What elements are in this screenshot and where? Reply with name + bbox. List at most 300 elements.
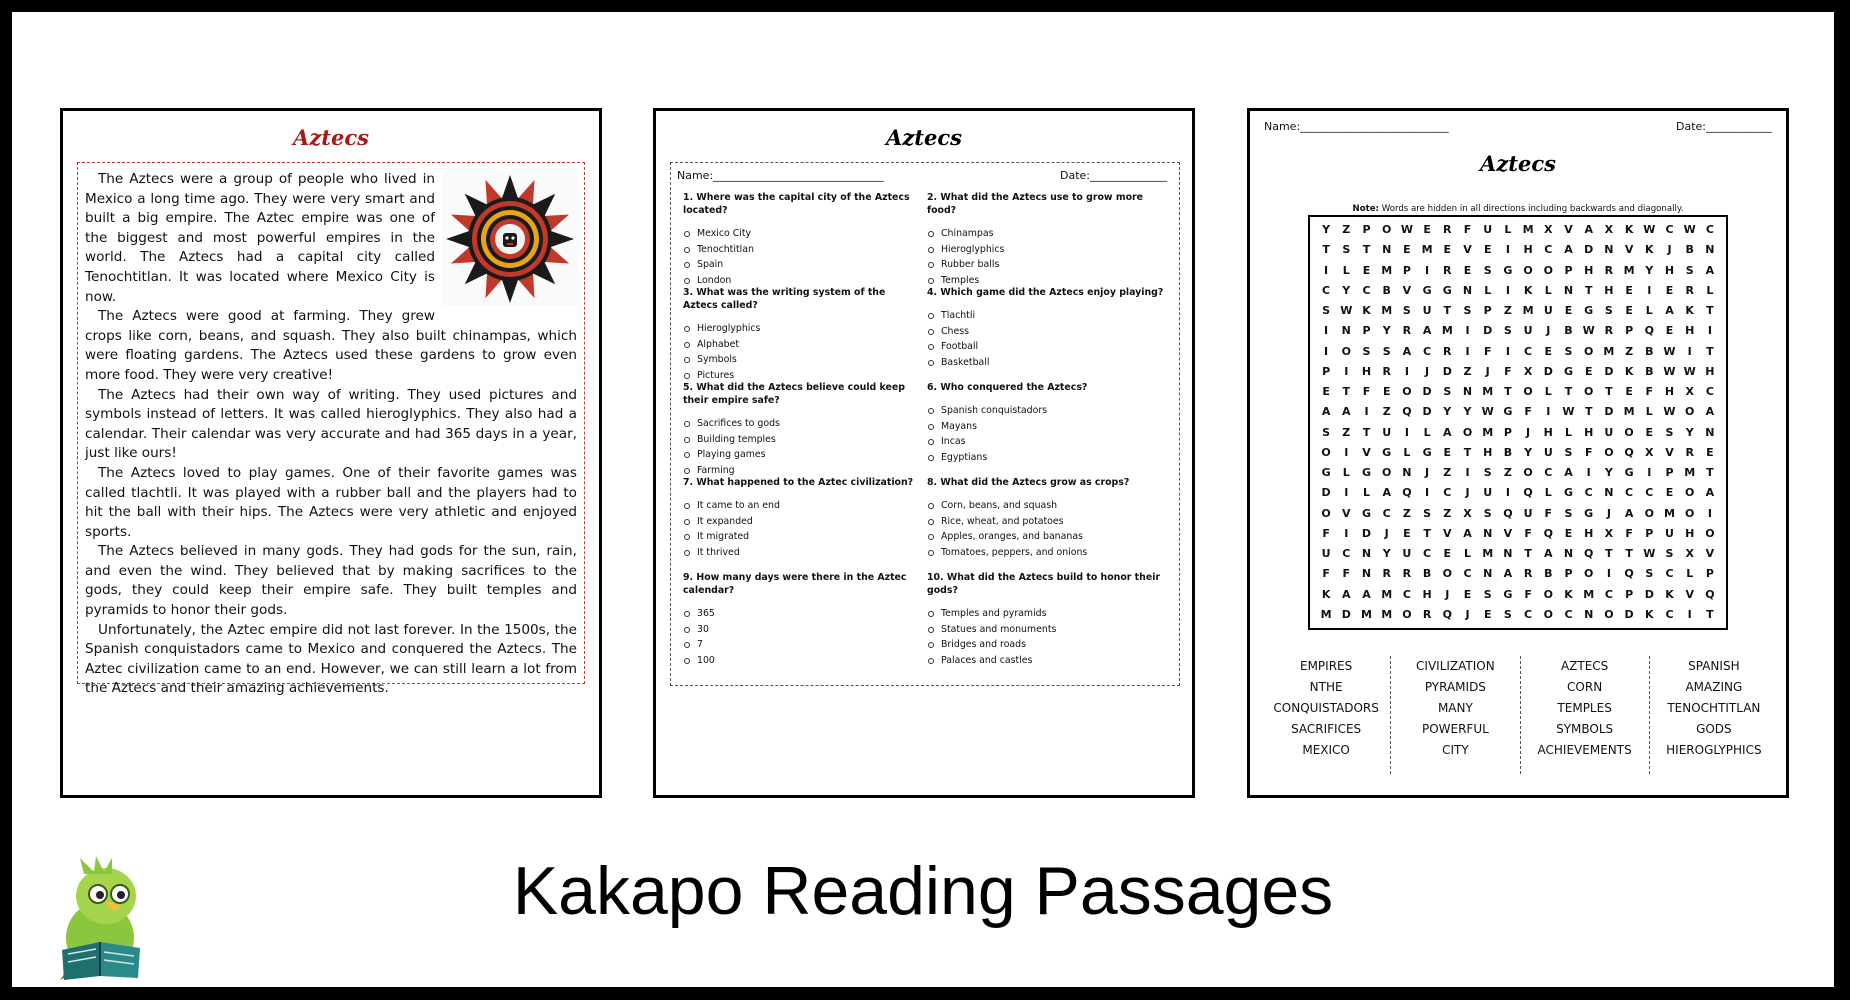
grid-letter[interactable]: O <box>1584 385 1594 398</box>
grid-letter[interactable]: W <box>1663 364 1676 378</box>
grid-letter[interactable]: D <box>1584 243 1594 257</box>
grid-letter[interactable]: A <box>1463 526 1472 540</box>
grid-letter[interactable]: U <box>1483 486 1493 500</box>
answer-option[interactable]: Basketball <box>927 355 1167 371</box>
grid-letter[interactable]: D <box>1422 385 1432 398</box>
grid-letter[interactable]: O <box>1523 466 1533 479</box>
answer-option[interactable]: Chinampas <box>927 226 1167 242</box>
grid-letter[interactable]: H <box>1422 587 1432 601</box>
grid-letter[interactable]: N <box>1402 466 1412 479</box>
grid-letter[interactable]: B <box>1503 445 1513 459</box>
answer-option[interactable]: Rice, wheat, and potatoes <box>927 514 1167 530</box>
grid-letter[interactable]: K <box>1564 587 1573 601</box>
answer-option[interactable]: Pictures <box>683 368 923 384</box>
grid-letter[interactable]: Q <box>1543 526 1553 540</box>
grid-letter[interactable]: N <box>1563 547 1574 560</box>
grid-letter[interactable]: Y <box>1342 283 1351 297</box>
answer-option[interactable]: It thrived <box>683 545 923 561</box>
grid-letter[interactable]: W <box>1683 364 1696 378</box>
grid-letter[interactable]: A <box>1443 425 1452 439</box>
answer-option[interactable]: Temples and pyramids <box>927 606 1167 622</box>
grid-letter[interactable]: M <box>1482 385 1494 398</box>
grid-letter[interactable]: C <box>1544 243 1553 257</box>
grid-letter[interactable]: T <box>1706 607 1714 621</box>
grid-letter[interactable]: R <box>1402 324 1412 338</box>
grid-letter[interactable]: H <box>1664 385 1675 398</box>
grid-letter[interactable]: G <box>1321 466 1331 479</box>
grid-letter[interactable]: U <box>1604 425 1614 439</box>
grid-letter[interactable]: D <box>1604 405 1614 419</box>
answer-option[interactable]: 30 <box>683 622 923 638</box>
grid-letter[interactable]: C <box>1382 506 1391 520</box>
grid-letter[interactable]: I <box>1465 466 1470 479</box>
grid-letter[interactable]: R <box>1685 445 1694 459</box>
answer-option[interactable]: It came to an end <box>683 498 923 514</box>
answer-option[interactable]: Rubber balls <box>927 257 1167 273</box>
answer-option[interactable]: Spain <box>683 257 923 273</box>
grid-letter[interactable]: J <box>1425 364 1430 378</box>
grid-letter[interactable]: E <box>1645 425 1654 439</box>
grid-letter[interactable]: E <box>1322 385 1330 398</box>
word-search-page[interactable] <box>1247 108 1789 798</box>
grid-letter[interactable]: W <box>1340 304 1353 317</box>
grid-letter[interactable]: E <box>1564 526 1573 540</box>
grid-letter[interactable]: F <box>1504 364 1512 378</box>
grid-letter[interactable]: T <box>1504 385 1512 398</box>
grid-letter[interactable]: L <box>1645 304 1653 317</box>
grid-letter[interactable]: S <box>1463 304 1472 317</box>
grid-letter[interactable]: L <box>1645 405 1653 419</box>
grid-letter[interactable]: O <box>1584 567 1594 581</box>
grid-letter[interactable]: O <box>1402 607 1412 621</box>
grid-letter[interactable]: H <box>1584 526 1594 540</box>
grid-letter[interactable]: D <box>1483 324 1493 338</box>
grid-letter[interactable]: P <box>1564 263 1573 277</box>
grid-letter[interactable]: A <box>1584 223 1593 236</box>
answer-option[interactable]: 365 <box>683 606 923 622</box>
grid-letter[interactable]: Z <box>1463 364 1472 378</box>
grid-letter[interactable]: O <box>1442 567 1452 581</box>
grid-letter[interactable]: L <box>1544 385 1552 398</box>
grid-letter[interactable]: X <box>1463 506 1472 520</box>
grid-letter[interactable]: F <box>1524 587 1532 601</box>
grid-letter[interactable]: I <box>1707 324 1712 338</box>
grid-letter[interactable]: H <box>1604 283 1614 297</box>
answer-option[interactable]: Tlachtli <box>927 308 1167 324</box>
grid-letter[interactable]: P <box>1625 587 1634 601</box>
grid-letter[interactable]: S <box>1665 425 1674 439</box>
grid-letter[interactable]: I <box>1324 344 1329 358</box>
grid-letter[interactable]: H <box>1584 263 1594 277</box>
grid-letter[interactable]: X <box>1645 445 1654 459</box>
grid-letter[interactable]: S <box>1483 466 1492 479</box>
grid-letter[interactable]: Q <box>1402 486 1412 500</box>
grid-letter[interactable]: W <box>1582 324 1595 338</box>
grid-letter[interactable]: I <box>1324 263 1329 277</box>
grid-letter[interactable]: M <box>1381 607 1393 621</box>
grid-letter[interactable]: A <box>1382 486 1391 500</box>
grid-letter[interactable]: R <box>1443 263 1452 277</box>
grid-letter[interactable]: C <box>1705 385 1714 398</box>
grid-letter[interactable]: T <box>1706 344 1714 358</box>
grid-letter[interactable]: A <box>1342 587 1351 601</box>
grid-letter[interactable]: W <box>1663 405 1676 419</box>
grid-letter[interactable]: E <box>1423 223 1431 236</box>
answer-option[interactable]: Hieroglyphics <box>683 321 923 337</box>
grid-letter[interactable]: A <box>1544 547 1553 560</box>
grid-letter[interactable]: Z <box>1402 506 1411 520</box>
grid-letter[interactable]: N <box>1584 607 1594 621</box>
grid-letter[interactable]: Q <box>1644 324 1654 338</box>
grid-letter[interactable]: E <box>1483 243 1492 257</box>
grid-letter[interactable]: Y <box>1604 466 1613 479</box>
grid-letter[interactable]: B <box>1685 243 1694 257</box>
grid-letter[interactable]: G <box>1503 405 1513 419</box>
grid-letter[interactable]: C <box>1625 486 1634 500</box>
grid-letter[interactable]: F <box>1483 344 1492 358</box>
answer-option[interactable]: Corn, beans, and squash <box>927 498 1167 514</box>
grid-letter[interactable]: O <box>1402 385 1412 398</box>
grid-letter[interactable]: T <box>1443 304 1452 317</box>
grid-letter[interactable]: F <box>1625 526 1633 540</box>
grid-letter[interactable]: W <box>1663 344 1676 358</box>
grid-letter[interactable]: U <box>1523 506 1533 520</box>
grid-letter[interactable]: I <box>1344 486 1349 500</box>
grid-letter[interactable]: E <box>1625 283 1633 297</box>
grid-letter[interactable]: T <box>1625 547 1633 560</box>
grid-letter[interactable]: T <box>1605 547 1613 560</box>
grid-letter[interactable]: I <box>1505 283 1510 297</box>
grid-letter[interactable]: D <box>1341 607 1351 621</box>
grid-letter[interactable]: L <box>1564 425 1572 439</box>
grid-letter[interactable]: I <box>1687 607 1692 621</box>
grid-letter[interactable]: Z <box>1503 304 1512 317</box>
grid-letter[interactable]: M <box>1361 607 1372 621</box>
grid-letter[interactable]: H <box>1543 425 1553 439</box>
grid-letter[interactable]: M <box>1381 587 1393 601</box>
grid-letter[interactable]: W <box>1683 223 1696 236</box>
grid-letter[interactable]: O <box>1321 445 1331 459</box>
grid-letter[interactable]: R <box>1422 607 1432 621</box>
grid-letter[interactable]: C <box>1544 466 1553 479</box>
grid-letter[interactable]: E <box>1443 547 1452 560</box>
grid-letter[interactable]: Q <box>1402 405 1412 419</box>
grid-letter[interactable]: O <box>1604 607 1614 621</box>
grid-letter[interactable]: N <box>1341 324 1351 338</box>
grid-letter[interactable]: G <box>1361 466 1371 479</box>
grid-letter[interactable]: C <box>1524 607 1533 621</box>
grid-letter[interactable]: N <box>1705 425 1715 439</box>
grid-letter[interactable]: T <box>1322 243 1330 257</box>
grid-letter[interactable]: S <box>1503 324 1512 338</box>
grid-letter[interactable]: G <box>1563 364 1573 378</box>
answer-option[interactable]: It expanded <box>683 514 923 530</box>
grid-letter[interactable]: H <box>1483 445 1493 459</box>
grid-letter[interactable]: L <box>1544 486 1552 500</box>
grid-letter[interactable]: N <box>1361 547 1372 560</box>
grid-letter[interactable]: T <box>1605 385 1613 398</box>
grid-letter[interactable]: I <box>1404 364 1409 378</box>
grid-letter[interactable]: Q <box>1624 567 1634 581</box>
grid-letter[interactable]: N <box>1705 243 1715 257</box>
grid-letter[interactable]: G <box>1422 283 1432 297</box>
grid-letter[interactable]: O <box>1685 486 1695 500</box>
grid-letter[interactable]: S <box>1564 344 1573 358</box>
grid-letter[interactable]: U <box>1483 223 1493 236</box>
grid-letter[interactable]: Z <box>1443 466 1452 479</box>
grid-letter[interactable]: L <box>1403 445 1411 459</box>
grid-letter[interactable]: E <box>1584 364 1593 378</box>
grid-letter[interactable]: C <box>1524 344 1533 358</box>
grid-letter[interactable]: D <box>1624 607 1634 621</box>
grid-letter[interactable]: O <box>1543 587 1553 601</box>
grid-letter[interactable]: P <box>1362 223 1371 236</box>
grid-letter[interactable]: K <box>1624 223 1634 236</box>
grid-letter[interactable]: A <box>1665 304 1674 317</box>
grid-letter[interactable]: A <box>1705 486 1715 500</box>
quiz-page[interactable] <box>653 108 1195 798</box>
grid-letter[interactable]: O <box>1644 506 1654 520</box>
grid-letter[interactable]: V <box>1402 283 1412 297</box>
grid-letter[interactable]: I <box>1647 466 1652 479</box>
grid-letter[interactable]: W <box>1562 405 1575 419</box>
grid-letter[interactable]: S <box>1564 506 1573 520</box>
grid-letter[interactable]: H <box>1664 263 1675 277</box>
grid-letter[interactable]: T <box>1706 466 1714 479</box>
grid-letter[interactable]: R <box>1443 344 1452 358</box>
grid-letter[interactable]: F <box>1584 445 1593 459</box>
grid-letter[interactable]: N <box>1483 526 1493 540</box>
answer-option[interactable]: Bridges and roads <box>927 637 1167 653</box>
grid-letter[interactable]: P <box>1645 526 1654 540</box>
grid-letter[interactable]: I <box>1465 344 1470 358</box>
grid-letter[interactable]: C <box>1322 283 1331 297</box>
grid-letter[interactable]: F <box>1524 526 1532 540</box>
grid-letter[interactable]: L <box>1342 263 1350 277</box>
grid-letter[interactable]: M <box>1381 304 1393 317</box>
grid-letter[interactable]: P <box>1503 425 1512 439</box>
grid-letter[interactable]: M <box>1664 506 1675 520</box>
grid-letter[interactable]: O <box>1321 506 1331 520</box>
answer-option[interactable]: 100 <box>683 653 923 669</box>
grid-letter[interactable]: T <box>1362 425 1371 439</box>
grid-letter[interactable]: A <box>1342 405 1351 419</box>
answer-option[interactable]: Playing games <box>683 447 923 463</box>
grid-letter[interactable]: A <box>1705 405 1715 419</box>
grid-letter[interactable]: W <box>1481 405 1494 419</box>
grid-letter[interactable]: E <box>1706 445 1714 459</box>
grid-letter[interactable]: M <box>1482 425 1494 439</box>
grid-letter[interactable]: D <box>1644 587 1654 601</box>
grid-letter[interactable]: I <box>1606 567 1611 581</box>
grid-letter[interactable]: B <box>1645 364 1654 378</box>
grid-letter[interactable]: Y <box>1443 405 1452 419</box>
answer-option[interactable]: Sacrifices to gods <box>683 416 923 432</box>
grid-letter[interactable]: M <box>1421 243 1433 257</box>
answer-option[interactable]: Statues and monuments <box>927 622 1167 638</box>
grid-letter[interactable]: V <box>1342 506 1351 520</box>
answer-option[interactable]: Football <box>927 339 1167 355</box>
grid-letter[interactable]: E <box>1544 344 1553 358</box>
grid-letter[interactable]: S <box>1564 445 1573 459</box>
grid-letter[interactable]: S <box>1322 425 1331 439</box>
grid-letter[interactable]: I <box>1586 466 1591 479</box>
grid-letter[interactable]: S <box>1362 344 1371 358</box>
grid-letter[interactable]: U <box>1402 547 1412 560</box>
grid-letter[interactable]: S <box>1342 243 1351 257</box>
grid-letter[interactable]: J <box>1606 506 1611 520</box>
grid-letter[interactable]: A <box>1362 587 1371 601</box>
grid-letter[interactable]: C <box>1665 223 1674 236</box>
grid-letter[interactable]: C <box>1463 567 1472 581</box>
grid-letter[interactable]: H <box>1523 243 1533 257</box>
grid-letter[interactable]: K <box>1321 587 1331 601</box>
answer-option[interactable]: Palaces and castles <box>927 653 1167 669</box>
grid-letter[interactable]: K <box>1665 587 1674 601</box>
grid-letter[interactable]: A <box>1321 405 1331 419</box>
grid-letter[interactable]: A <box>1402 344 1412 358</box>
grid-letter[interactable]: C <box>1362 283 1371 297</box>
grid-letter[interactable]: S <box>1483 587 1492 601</box>
answer-option[interactable]: 7 <box>683 637 923 653</box>
grid-letter[interactable]: O <box>1462 425 1473 439</box>
grid-letter[interactable]: X <box>1604 526 1614 540</box>
grid-letter[interactable]: D <box>1422 405 1432 419</box>
grid-letter[interactable]: Y <box>1322 223 1331 236</box>
grid-letter[interactable]: C <box>1584 486 1593 500</box>
grid-letter[interactable]: G <box>1422 445 1432 459</box>
grid-letter[interactable]: M <box>1441 324 1453 338</box>
grid-letter[interactable]: I <box>1647 283 1652 297</box>
grid-letter[interactable]: Z <box>1382 405 1391 419</box>
grid-letter[interactable]: O <box>1705 526 1715 540</box>
grid-letter[interactable]: S <box>1483 506 1492 520</box>
grid-letter[interactable]: X <box>1685 385 1694 398</box>
grid-letter[interactable]: G <box>1563 486 1573 500</box>
grid-letter[interactable]: I <box>1546 405 1551 419</box>
grid-letter[interactable]: U <box>1665 526 1674 540</box>
grid-letter[interactable]: I <box>1505 243 1510 257</box>
grid-letter[interactable]: Z <box>1342 425 1351 439</box>
grid-letter[interactable]: I <box>1687 344 1692 358</box>
grid-letter[interactable]: K <box>1624 364 1634 378</box>
grid-letter[interactable]: L <box>1544 283 1552 297</box>
grid-letter[interactable]: L <box>1686 567 1694 581</box>
grid-letter[interactable]: W <box>1643 223 1656 236</box>
grid-letter[interactable]: R <box>1685 283 1694 297</box>
answer-option[interactable]: London <box>683 273 923 289</box>
grid-letter[interactable]: Y <box>1645 263 1654 277</box>
grid-letter[interactable]: L <box>1706 283 1714 297</box>
grid-letter[interactable]: T <box>1564 385 1573 398</box>
grid-letter[interactable]: J <box>1667 243 1672 257</box>
grid-letter[interactable]: J <box>1526 425 1531 439</box>
grid-letter[interactable]: C <box>1443 486 1452 500</box>
grid-letter[interactable]: H <box>1685 526 1695 540</box>
grid-letter[interactable]: R <box>1443 223 1452 236</box>
grid-letter[interactable]: X <box>1544 223 1553 236</box>
grid-letter[interactable]: I <box>1425 263 1430 277</box>
grid-letter[interactable]: P <box>1362 324 1371 338</box>
grid-letter[interactable]: G <box>1624 466 1634 479</box>
grid-letter[interactable]: I <box>1707 506 1712 520</box>
grid-letter[interactable]: B <box>1382 283 1391 297</box>
grid-letter[interactable]: A <box>1624 506 1634 520</box>
grid-letter[interactable]: C <box>1645 486 1654 500</box>
grid-letter[interactable]: I <box>1324 324 1329 338</box>
grid-letter[interactable]: O <box>1624 425 1634 439</box>
grid-letter[interactable]: I <box>1505 344 1510 358</box>
grid-letter[interactable]: A <box>1422 324 1432 338</box>
grid-letter[interactable]: U <box>1382 425 1392 439</box>
grid-letter[interactable]: E <box>1443 445 1452 459</box>
grid-letter[interactable]: T <box>1362 243 1371 257</box>
grid-letter[interactable]: E <box>1665 324 1674 338</box>
grid-letter[interactable]: G <box>1503 587 1513 601</box>
answer-option[interactable]: Tenochtitlan <box>683 242 923 258</box>
grid-letter[interactable]: M <box>1522 304 1534 317</box>
grid-letter[interactable]: Y <box>1382 324 1391 338</box>
grid-letter[interactable]: S <box>1382 344 1391 358</box>
grid-letter[interactable]: Q <box>1523 486 1533 500</box>
grid-letter[interactable]: O <box>1543 607 1553 621</box>
grid-letter[interactable]: C <box>1564 607 1573 621</box>
grid-letter[interactable]: S <box>1402 304 1411 317</box>
grid-letter[interactable]: U <box>1422 304 1432 317</box>
grid-letter[interactable]: R <box>1382 567 1391 581</box>
grid-letter[interactable]: H <box>1361 364 1372 378</box>
grid-letter[interactable]: Y <box>1524 445 1533 459</box>
grid-letter[interactable]: V <box>1503 526 1513 540</box>
grid-letter[interactable]: D <box>1442 364 1452 378</box>
grid-letter[interactable]: H <box>1584 425 1594 439</box>
grid-letter[interactable]: P <box>1322 364 1331 378</box>
grid-letter[interactable]: S <box>1685 263 1694 277</box>
grid-letter[interactable]: M <box>1381 263 1393 277</box>
grid-letter[interactable]: P <box>1483 304 1492 317</box>
grid-letter[interactable]: G <box>1442 283 1452 297</box>
grid-letter[interactable]: S <box>1665 547 1674 560</box>
reading-passage-page[interactable] <box>60 108 602 798</box>
grid-letter[interactable]: S <box>1443 385 1452 398</box>
answer-option[interactable]: Egyptians <box>927 450 1167 466</box>
grid-letter[interactable]: V <box>1564 223 1573 236</box>
grid-letter[interactable]: M <box>1522 223 1534 236</box>
grid-letter[interactable]: L <box>1342 466 1350 479</box>
grid-letter[interactable]: N <box>1462 385 1473 398</box>
grid-letter[interactable]: C <box>1665 607 1674 621</box>
grid-letter[interactable]: M <box>1482 547 1494 560</box>
grid-letter[interactable]: C <box>1705 223 1714 236</box>
grid-letter[interactable]: Z <box>1443 506 1452 520</box>
answer-option[interactable]: It migrated <box>683 529 923 545</box>
grid-letter[interactable]: L <box>1484 283 1492 297</box>
grid-letter[interactable]: J <box>1465 607 1470 621</box>
grid-letter[interactable]: E <box>1483 607 1492 621</box>
grid-letter[interactable]: S <box>1503 607 1512 621</box>
grid-letter[interactable]: A <box>1705 263 1715 277</box>
grid-letter[interactable]: E <box>1463 587 1472 601</box>
grid-letter[interactable]: E <box>1362 263 1371 277</box>
grid-letter[interactable]: A <box>1503 567 1513 581</box>
grid-letter[interactable]: C <box>1423 547 1432 560</box>
answer-option[interactable]: Mayans <box>927 419 1167 435</box>
answer-option[interactable]: Farming <box>683 463 923 479</box>
grid-letter[interactable]: L <box>1504 223 1512 236</box>
grid-letter[interactable]: O <box>1523 385 1533 398</box>
grid-letter[interactable]: E <box>1382 385 1391 398</box>
grid-letter[interactable]: V <box>1443 526 1452 540</box>
